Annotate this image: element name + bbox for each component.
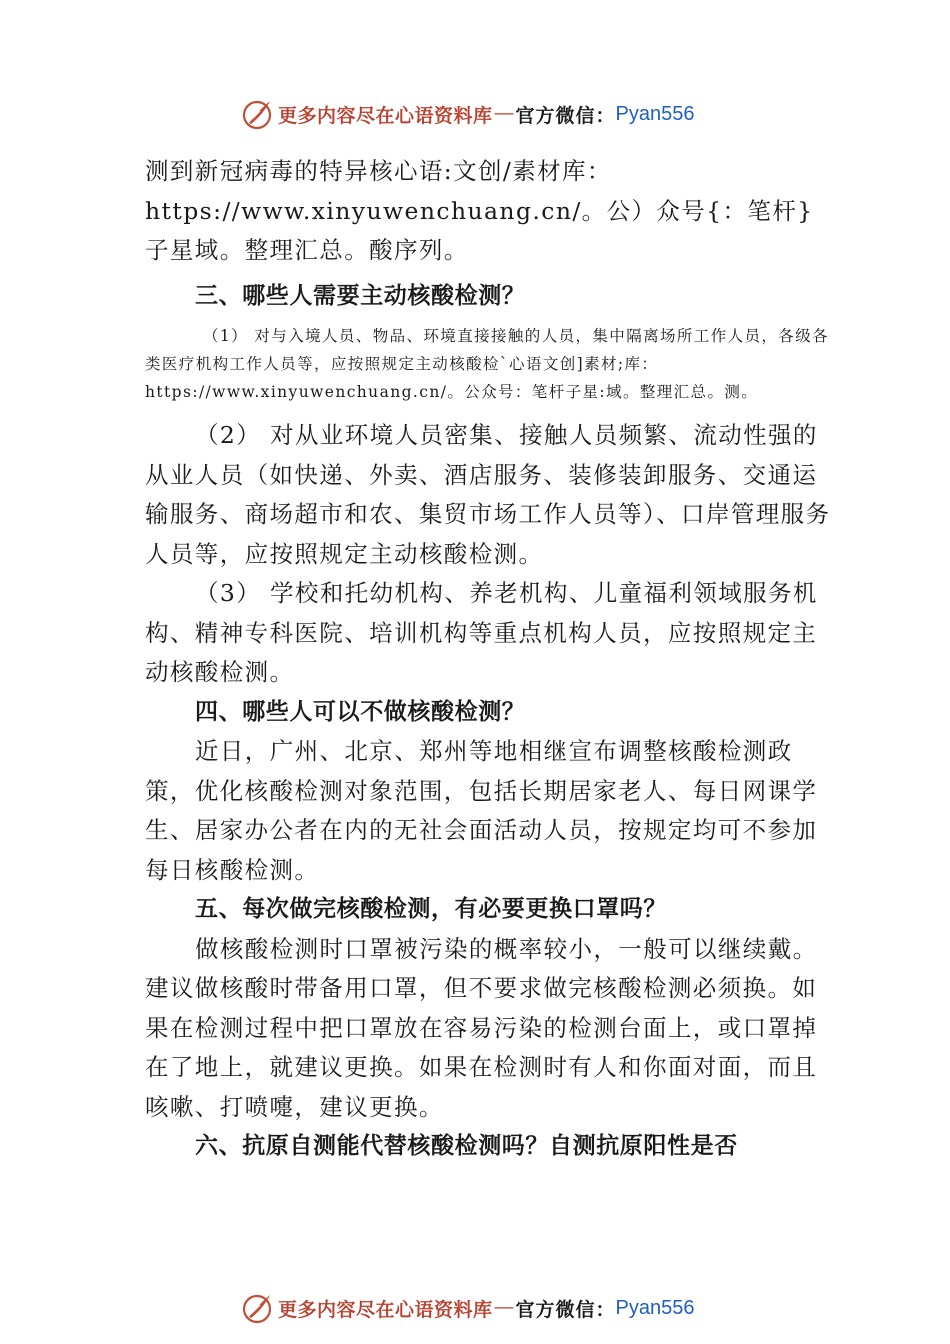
- footer-watermark: [240, 1290, 760, 1326]
- watermark-label: 官方微信：: [515, 1298, 616, 1321]
- paragraph-section-5: 做核酸检测时口罩被污染的概率较小，一般可以继续戴。建议做核酸时带备用口罩，但不要求做完核酸检测必须换。如果在检测过程中把口罩放在容易污染的检测台面上，或口罩掉在了地上，就建议更换。如果在检测时有人和你面对面，而且咳嗽、打喷嚏，建议更换。: [145, 934, 818, 1121]
- quill-logo-icon: [240, 1291, 274, 1325]
- heading-section-6: 六、抗原自测能代替核酸检测吗？自测抗原阳性是否: [195, 1133, 738, 1159]
- document-body: [145, 152, 835, 1167]
- heading-section-4: 四、哪些人可以不做核酸检测？: [195, 698, 526, 725]
- paragraph-item-3: （3） 学校和托幼机构、养老机构、儿童福利领域服务机构、精神专科医院、培训机构等重点机构人员，应按照规定主动核酸检测。: [145, 579, 818, 686]
- watermark-dash: —: [494, 1297, 514, 1318]
- paragraph-intro: 测到新冠病毒的特异核心语:文创/素材库：https://www.xinyuwenchuang.cn/。公）众号{：笔杆}子星域。整理汇总。酸序列。: [145, 157, 814, 264]
- watermark-label: 官方微信：: [515, 104, 616, 127]
- watermark-dash: —: [494, 103, 514, 124]
- quill-logo-icon: [240, 97, 274, 131]
- watermark-wechat-id: Pyan556: [615, 102, 695, 125]
- paragraph-item-1: （1） 对与入境人员、物品、环境直接接触的人员，集中隔离场所工作人员，各级各类医疗机构工作人员等，应按照规定主动核酸检`心语文创]素材;库：https://www.xinyuwenchuang.cn/。公众号：笔杆子星:域。整理汇总。测。: [145, 327, 829, 401]
- watermark-wechat-id: Pyan556: [615, 1296, 695, 1319]
- paragraph-section-4: 近日，广州、北京、郑州等地相继宣布调整核酸检测政策，优化核酸检测对象范围，包括长期居家老人、每日网课学生、居家办公者在内的无社会面活动人员，按规定均可不参加每日核酸检测。: [145, 737, 818, 884]
- header-watermark: [240, 96, 760, 132]
- paragraph-item-2: （2） 对从业环境人员密集、接触人员频繁、流动性强的从业人员（如快递、外卖、酒店服务、装修装卸服务、交通运输服务、商场超市和农、集贸市场工作人员等）、口岸管理服务人员等，应按照规定主动核酸检测。: [145, 421, 831, 568]
- heading-section-5: 五、每次做完核酸检测，有必要更换口罩吗？: [195, 896, 667, 922]
- watermark-red-text: 更多内容尽在心语资料库: [278, 104, 493, 127]
- watermark-red-text: 更多内容尽在心语资料库: [278, 1298, 493, 1321]
- heading-section-3: 三、哪些人需要主动核酸检测？: [195, 282, 526, 309]
